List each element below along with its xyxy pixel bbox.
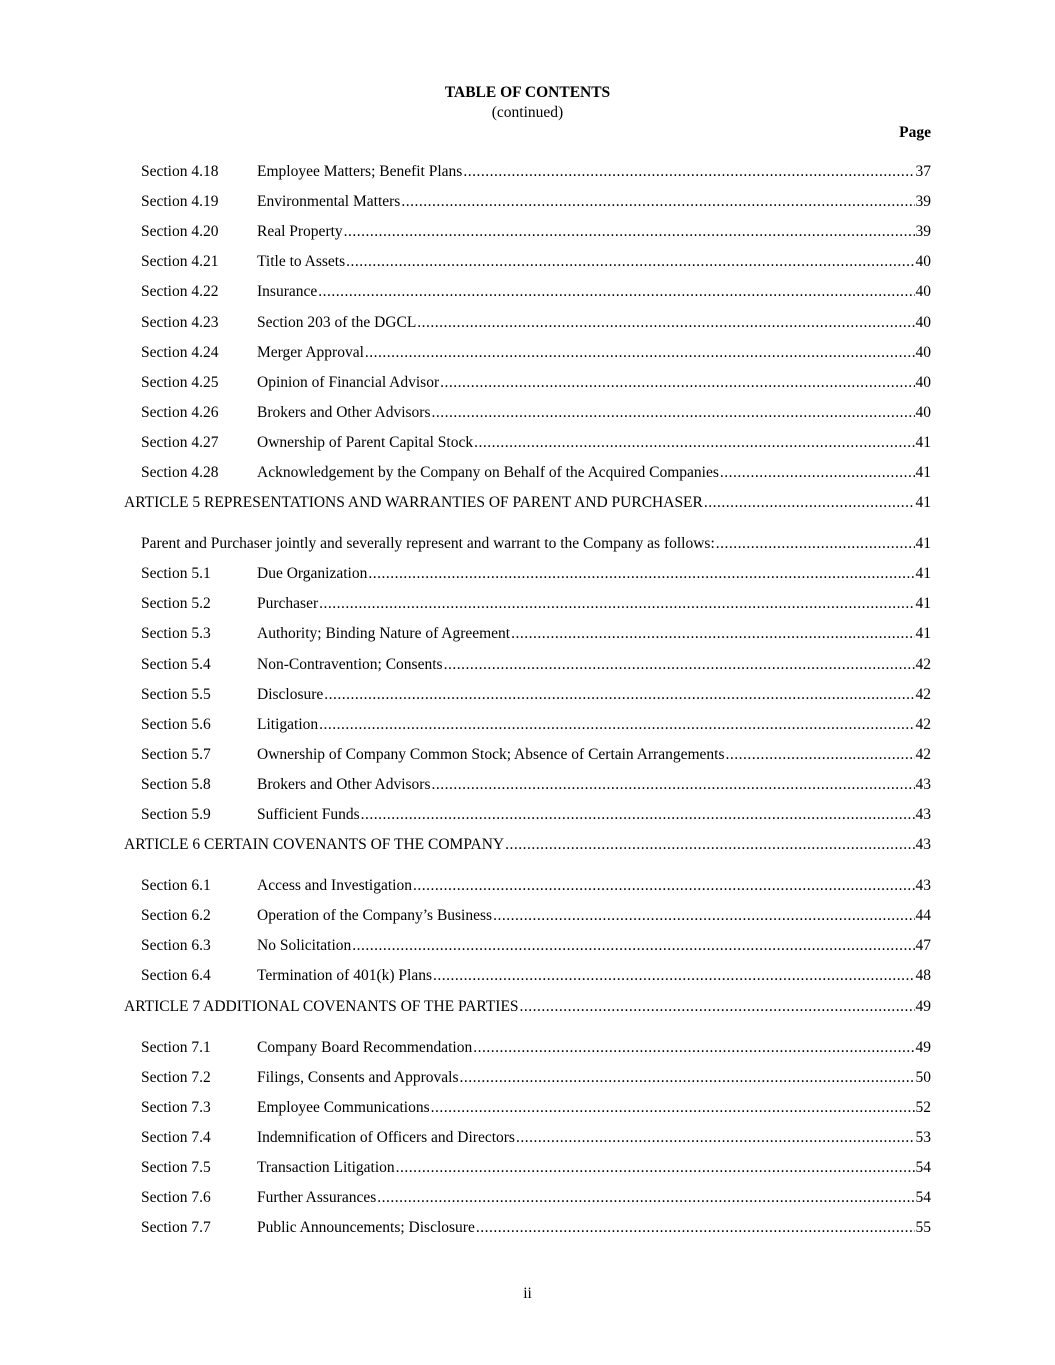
toc-entry-page: 44 [915,907,931,925]
toc-entry [141,684,931,706]
dot-leader [463,161,914,183]
toc-entry-page: 42 [915,655,931,673]
toc-entry-title: Purchaser [257,595,319,613]
dot-leader [720,462,915,484]
toc-entry-page: 42 [915,685,931,703]
toc-entry-title: Further Assurances [257,1189,377,1206]
toc-entry [141,935,931,957]
toc-entry-page: 52 [915,1098,931,1116]
toc-title: TABLE OF CONTENTS [444,84,611,101]
toc-entry-number: Section 5.5 [141,685,211,703]
toc-entry-title: Parent and Purchaser jointly and severally represent and warrant to the Company as follows: [141,535,715,553]
dot-leader [319,714,914,736]
toc-entry-number: Section 6.1 [141,877,211,895]
toc-entry-number: Section 7.4 [141,1128,211,1146]
toc-entry-page: 55 [915,1219,931,1237]
toc-entry-number: Section 4.19 [141,193,219,211]
dot-leader [726,744,915,766]
toc-entry [141,372,931,394]
toc-entry-number: Section 5.3 [141,625,211,643]
toc-entry-title: Sufficient Funds [257,806,360,823]
toc-subtitle: (continued) [491,104,564,121]
toc-entry-page: 40 [915,313,931,331]
toc-entry-page: 41 [915,494,931,512]
toc-entry [141,804,931,826]
dot-leader [413,875,915,897]
toc-entry-title: Brokers and Other Advisors [257,403,431,421]
toc-entry-page: 43 [915,877,931,895]
toc-entry-title: Filings, Consents and Approvals [257,1068,459,1086]
toc-entry-page: 50 [915,1068,931,1086]
toc-entry-page: 47 [915,937,931,955]
toc-entry [141,1187,931,1209]
toc-entry-number: Section 5.8 [141,775,211,793]
toc-entry [141,533,931,555]
toc-entry [141,1127,931,1149]
dot-leader [318,281,914,303]
toc-entry [141,593,931,615]
toc-entry-number: Section 4.27 [141,433,219,451]
dot-leader [476,1217,915,1239]
toc-entry-title: Section 203 of the DGCL [257,313,417,331]
toc-entry [141,654,931,676]
dot-leader [704,492,915,514]
toc-entry-title: Indemnification of Officers and Directors [257,1128,515,1146]
toc-entry-title: Transaction Litigation [257,1158,395,1176]
dot-leader [401,191,914,213]
toc-entry-page: 39 [915,193,931,211]
toc-entry-number: Section 7.5 [141,1158,211,1176]
toc-entry-number: Section 5.6 [141,715,211,733]
toc-entry [141,402,931,424]
toc-entry [141,161,931,183]
dot-leader [432,402,915,424]
toc-entry-page: 49 [915,1038,931,1056]
toc-entry [141,191,931,213]
toc-entry-title: Acknowledgement by the Company on Behalf of the Acquired Companies [257,464,719,481]
toc-entry-page: 41 [915,565,931,583]
toc-entry-number: Section 4.20 [141,223,219,241]
toc-entry-title: Title to Assets [257,253,346,271]
toc-entry-number: Section 4.24 [141,343,219,361]
toc-entry-title: Access and Investigation [257,877,412,895]
toc-entry-title: Termination of 401(k) Plans [257,967,432,985]
dot-leader [431,1097,915,1119]
toc-entry-page: 53 [915,1128,931,1146]
toc-entry-page: 40 [915,283,931,301]
toc-entry-number: Section 7.6 [141,1189,211,1206]
toc-entry-page: 48 [915,967,931,985]
toc-entry [141,251,931,273]
toc-entry-title: Real Property [257,223,343,241]
toc-entry-page: 40 [915,403,931,421]
toc-entry [141,1157,931,1179]
toc-entry-page: 40 [915,253,931,271]
toc-entry-number: Section 5.9 [141,806,211,823]
toc-entry-number: Section 7.2 [141,1068,211,1086]
toc-entry [141,312,931,334]
toc-entry-title: Disclosure [257,685,324,703]
toc-entry [141,281,931,303]
toc-entry [141,1067,931,1089]
toc-entry [124,492,931,514]
toc-entry-page: 49 [915,997,931,1015]
dot-leader [511,623,914,645]
toc-entry-title: Non-Contravention; Consents [257,655,443,673]
toc-entry-title: Brokers and Other Advisors [257,775,431,793]
toc-entry-page: 42 [915,745,931,763]
toc-entry-number: Section 4.28 [141,464,219,481]
toc-entry-title: Merger Approval [257,343,364,361]
dot-leader [473,1037,914,1059]
toc-entry-title: Due Organization [257,565,368,583]
dot-leader [493,905,914,927]
toc-entry [141,1037,931,1059]
toc-entry [124,996,931,1018]
toc-entry-page: 37 [915,163,931,180]
toc-entry-number: Section 4.25 [141,373,219,391]
toc-entry-number: Section 5.2 [141,595,211,613]
toc-entry-title: Company Board Recommendation [257,1038,473,1056]
toc-entry [141,462,931,484]
dot-leader [520,996,915,1018]
toc-entry-title: Litigation [257,715,319,733]
page-column-header: Page [899,124,931,141]
dot-leader [365,342,915,364]
dot-leader [396,1157,915,1179]
toc-entry-number: Section 6.2 [141,907,211,925]
dot-leader [516,1127,915,1149]
toc-entry [124,834,931,856]
toc-entry [141,1217,931,1239]
dot-leader [433,965,915,987]
toc-entry-number: Section 4.23 [141,313,219,331]
toc-entry-number: Section 6.4 [141,967,211,985]
toc-entry [141,875,931,897]
toc-entry-page: 41 [915,464,931,481]
toc-entry-number: Section 5.7 [141,745,211,763]
toc-entry-page: 39 [915,223,931,241]
toc-entry-title: Ownership of Company Common Stock; Absence of Certain Arrangements [257,745,725,763]
toc-entry-page: 42 [915,715,931,733]
toc-entry [141,905,931,927]
toc-entry-number: Section 4.18 [141,163,219,180]
dot-leader [716,533,915,555]
dot-leader [346,251,914,273]
toc-entry [141,965,931,987]
toc-entry-page: 40 [915,343,931,361]
dot-leader [460,1067,915,1089]
toc-entry [141,221,931,243]
toc-entry-title: Operation of the Company’s Business [257,907,493,925]
toc-entry-number: Section 5.1 [141,565,211,583]
toc-entry-title: Authority; Binding Nature of Agreement [257,625,511,643]
page-number: ii [523,1285,532,1302]
toc-entry-number: Section 4.22 [141,283,219,301]
toc-article-title: ARTICLE 6 CERTAIN COVENANTS OF THE COMPANY [124,836,505,854]
toc-entry-title: Employee Matters; Benefit Plans [257,163,463,180]
toc-entry-title: Ownership of Parent Capital Stock [257,433,474,451]
toc-entry-page: 41 [915,625,931,643]
dot-leader [474,432,914,454]
toc-entry-page: 41 [915,595,931,613]
toc-entry-number: Section 4.21 [141,253,219,271]
toc-entry-page: 43 [915,775,931,793]
toc-entry-page: 41 [915,535,931,553]
toc-entry-page: 41 [915,433,931,451]
toc-entry [141,1097,931,1119]
dot-leader [440,372,914,394]
toc-entry [141,342,931,364]
toc-entry-number: Section 7.1 [141,1038,211,1056]
toc-entry-title: Environmental Matters [257,193,401,211]
toc-entry [141,563,931,585]
toc-entry [141,774,931,796]
toc-entry-title: Public Announcements; Disclosure [257,1219,475,1237]
toc-entry [141,714,931,736]
dot-leader [377,1187,914,1209]
toc-entry-number: Section 6.3 [141,937,211,955]
dot-leader [444,654,915,676]
toc-entry-title: No Solicitation [257,937,352,955]
dot-leader [352,935,914,957]
toc-article-title: ARTICLE 7 ADDITIONAL COVENANTS OF THE PARTIES [124,997,519,1015]
toc-entry-number: Section 4.26 [141,403,219,421]
toc-entry-page: 54 [915,1158,931,1176]
toc-entry-page: 43 [915,836,931,854]
dot-leader [368,563,914,585]
dot-leader [361,804,915,826]
toc-entry-page: 43 [915,806,931,823]
toc-entry-number: Section 7.7 [141,1219,211,1237]
toc-entry [141,623,931,645]
dot-leader [324,684,914,706]
dot-leader [344,221,915,243]
toc-entry-page: 40 [915,373,931,391]
toc-entry [141,744,931,766]
toc-entry [141,432,931,454]
dot-leader [319,593,914,615]
toc-entry-title: Opinion of Financial Advisor [257,373,440,391]
toc-entry-page: 54 [915,1189,931,1206]
dot-leader [432,774,915,796]
dot-leader [417,312,914,334]
toc-article-title: ARTICLE 5 REPRESENTATIONS AND WARRANTIES OF PARENT AND PURCHASER [124,494,703,512]
toc-entry-number: Section 7.3 [141,1098,211,1116]
toc-entry-number: Section 5.4 [141,655,211,673]
toc-entry-title: Insurance [257,283,318,301]
toc-entry-title: Employee Communications [257,1098,430,1116]
dot-leader [505,834,914,856]
